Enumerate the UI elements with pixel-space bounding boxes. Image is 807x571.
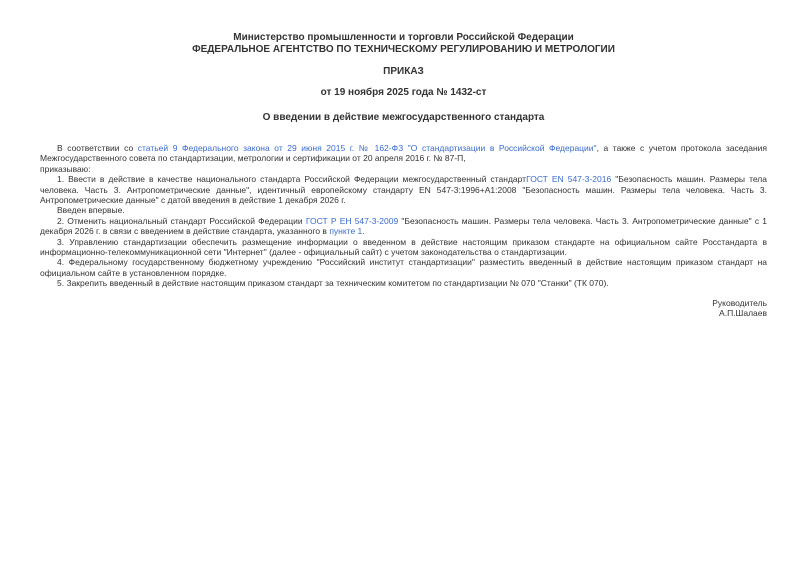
paragraph-text: "Безопасность машин. Размеры тела человека. Часть 3. Антропометрические данные" с 1 декабря 2026 г. в связи с введением в действие стандарта, указанного в — [40, 215, 767, 237]
paragraph — [40, 143, 767, 164]
paragraph — [40, 205, 767, 215]
paragraph-text: 3. Управлению стандартизации обеспечить размещение информации о введенном в действие настоящим приказом стандарте на официальном сайте Росстандарта в информационно-телекоммуникационной сети "Интернет" (далее - официальный сайт) с учетом законодательства о стандартизации. — [40, 236, 767, 258]
document-link[interactable]: ГОСТ EN 547-3-2016 — [526, 174, 612, 185]
paragraph-text: приказываю: — [40, 163, 91, 174]
ministry-line: Министерство промышленности и торговли Российской Федерации — [233, 32, 574, 43]
doc-date-number: от 19 ноября 2025 года № 1432-ст — [320, 87, 487, 98]
paragraph-text: , а также с учетом протокола заседания Межгосударственного совета по стандартизации, метрологии и сертификации от 20 апреля 2016 г. № 87-П, — [40, 143, 767, 164]
agency-line: ФЕДЕРАЛЬНОЕ АГЕНТСТВО ПО ТЕХНИЧЕСКОМУ РЕГУЛИРОВАНИЮ И МЕТРОЛОГИИ — [192, 44, 615, 55]
document-link[interactable]: пункте 1 — [329, 226, 363, 237]
paragraph-text: 4. Федеральному государственному бюджетному учреждению "Российский институт стандартизации" разместить введенный в действие настоящим приказом стандарт на официальном сайте в установленном порядке. — [40, 257, 767, 278]
paragraph — [40, 257, 767, 278]
document-body — [40, 143, 767, 289]
paragraph-text: 1. Ввести в действие в качестве национального стандарта Российской Федерации межгосударственный стандарт — [57, 174, 527, 185]
paragraph-text: 5. Закрепить введенный в действие настоящим приказом стандарт за техническим комитетом по стандартизации № 070 "Станки" (ТК 070). — [57, 278, 609, 289]
paragraph-text: Введен впервые. — [57, 205, 125, 216]
paragraph — [40, 278, 767, 288]
paragraph-text: . — [362, 226, 365, 237]
signature-name: А.П.Шалаев — [719, 308, 767, 319]
document-link[interactable]: статьей 9 Федерального закона от 29 июня 2015 г. № 162-ФЗ "О стандартизации в Российской Федерации" — [137, 143, 597, 153]
signature-position: Руководитель — [712, 297, 767, 308]
paragraph — [40, 164, 767, 174]
paragraph — [40, 216, 767, 237]
paragraph-text: В соответствии со — [57, 143, 138, 153]
paragraph-text: 2. Отменить национальный стандарт Российской Федерации — [57, 215, 306, 226]
paragraph — [40, 174, 767, 205]
doc-type: ПРИКАЗ — [383, 66, 424, 77]
document-header — [40, 32, 767, 124]
paragraph-text: "Безопасность машин. Размеры тела человека. Часть 3. Антропометрические данные", идентичный европейскому стандарту EN 547-3:1996+A1:2008 "Безопасность машин. Размеры тела человека. Часть 3. Антропометрические данные" с датой введения в действие 1 декабря 2026 г. — [40, 174, 767, 206]
paragraph — [40, 237, 767, 258]
document-link[interactable]: ГОСТ Р ЕН 547-3-2009 — [305, 215, 399, 226]
doc-title: О введении в действие межгосударственного стандарта — [262, 112, 545, 123]
signature-block — [40, 298, 767, 319]
